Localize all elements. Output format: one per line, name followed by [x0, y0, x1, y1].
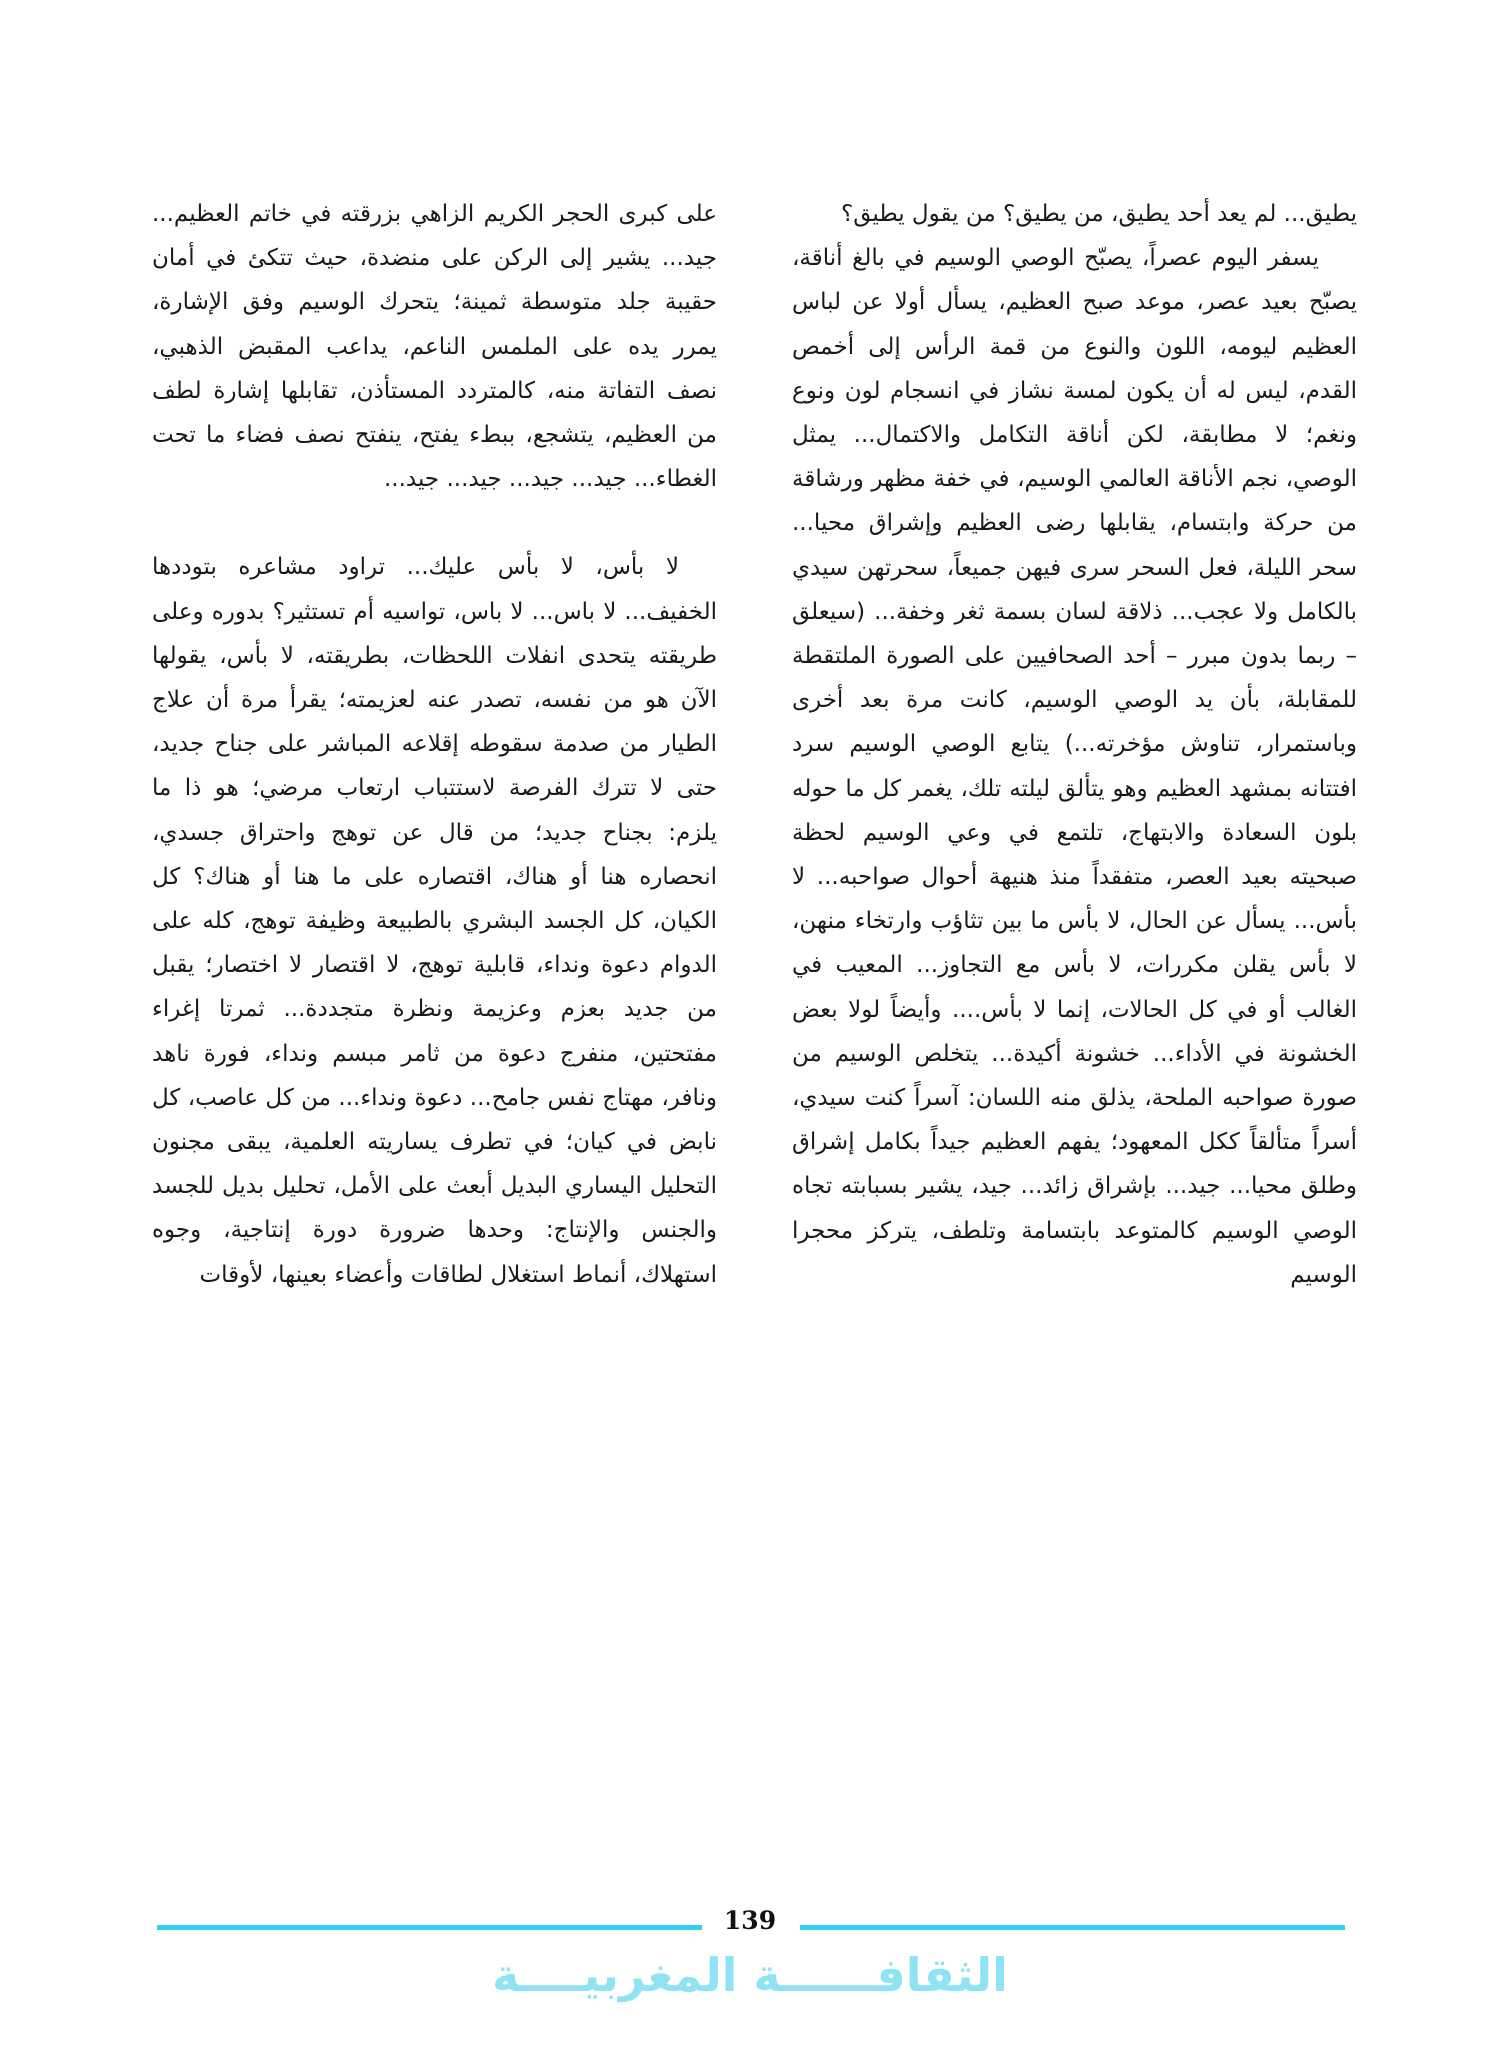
magazine-title: الثقافــــــة المغربيــــة [492, 1948, 1008, 2002]
paragraph: يسفر اليوم عصراً، يصبّح الوصي الوسيم في بالغ أناقة، يصبّح بعيد عصر، موعد صبح العظيم، يسأل أولا عن لباس العظيم ليومه، اللون والنوع من قمة الرأس إلى أخمص القدم، ليس له أن يكون لمسة نشاز في انسجام لون ونوع ونغم؛ لا مطابقة، لكن أناقة التكامل والاكتمال... يمثل الوصي، نجم الأناقة العالمي الوسيم، في خفة مظهر ورشاقة من حركة وابتسام، يقابلها رضى العظيم وإشراق محيا... سحر الليلة، فعل السحر سرى فيهن جميعاً، سحرتهن سيدي بالكامل ولا عجب... ذلاقة لسان بسمة ثغر وخفة... (سيعلق – ربما بدون مبرر – أحد الصحافيين على الصورة الملتقطة للمقابلة، بأن يد الوصي الوسيم، كانت مرة بعد أخرى وباستمرار، تناوش مؤخرته...) يتابع الوصي الوسيم سرد افتتانه بمشهد العظيم وهو يتألق ليلته تلك، يغمر كل ما حوله بلون السعادة والابتهاج، تلتمع في وعي الوسيم لحظة صبحيته بعيد العصر، متفقداً منذ هنيهة أحوال صواحبه... لا بأس... يسأل عن الحال، لا بأس ما بين تثاؤب وارتخاء منهن، لا بأس يقلن مكررات، لا بأس مع التجاوز... المعيب في الغالب أو في كل الحالات، إنما لا بأس.... وأيضاً لولا بعض الخشونة في الأداء... خشونة أكيدة... يتخلص الوسيم من صورة صواحبه الملحة، يذلق منه اللسان: آسراً كنت سيدي، أسراً متألقاً ككل المعهود؛ يفهم العظيم جيداً بكامل إشراق وطلق محيا... جيد... بإشراق زائد... جيد، يشير بسبابته تجاه الوصي الوسيم كالمتوعد بابتسامة وتلطف، يتركز محجرا الوسيم [792, 245, 1357, 1288]
page-number: 139 [723, 1906, 777, 1935]
paragraph: على كبرى الحجر الكريم الزاهي بزرقته في خاتم العظيم... جيد... يشير إلى الركن على منضدة، حيث تتكئ في أمان حقيبة جلد متوسطة ثمينة؛ يتحرك الوسيم وفق الإشارة، يمرر يده على الملمس الناعم، يداعب المقبض الذهبي، نصف التفاتة منه، كالمتردد المستأذن، تقابلها إشارة لطف من العظيم، يتشجع، ببطء يفتح، ينفتح نصف فضاء ما تحت الغطاء... جيد... جيد... جيد... جيد... [152, 201, 717, 493]
footer-rule-right [800, 1925, 1345, 1930]
paragraph: يطيق... لم يعد أحد يطيق، من يطيق؟ من يقول يطيق؟ [841, 201, 1357, 227]
footer-rule-left [157, 1925, 702, 1930]
left-text-column [152, 192, 717, 1297]
right-text-column [792, 192, 1357, 1297]
paragraph: لا بأس، لا بأس عليك... تراود مشاعره بتوددها الخفيف... لا باس... لا باس، تواسيه أم تستثير؟ بدوره وعلى طريقته يتحدى انفلات اللحظات، بطريقته، لا بأس، يقولها الآن هو من نفسه، تصدر عنه لعزيمته؛ يقرأ مرة أن علاج الطيار من صدمة سقوطه إقلاعه المباشر على جناح جديد، حتى لا تترك الفرصة لاستتباب ارتعاب مرضي؛ هو ذا ما يلزم: بجناح جديد؛ من قال عن توهج واحتراق جسدي، انحصاره هنا أو هناك، اقتصاره على ما هنا أو هناك؟ كل الكيان، كل الجسد البشري بالطبيعة وظيفة توهج، كله على الدوام دعوة ونداء، قابلية توهج، لا اقتصار لا اختصار؛ يقبل من جديد بعزم وعزيمة ونظرة متجددة... ثمرتا إغراء مفتحتين، منفرج دعوة من ثامر مبسم ونداء، فورة ناهد ونافر، مهتاج نفس جامح... دعوة ونداء... من كل عاصب، كل نابض في كيان؛ في تطرف يساريته العلمية، يبقى مجنون التحليل اليساري البديل أبعث على الأمل، تحليل بديل للجسد والجنس والإنتاج: وحدها ضرورة دورة إنتاجية، وجوه استهلاك، أنماط استغلال لطاقات وأعضاء بعينها، لأوقات [152, 554, 717, 1288]
paragraph-gap [152, 501, 717, 545]
